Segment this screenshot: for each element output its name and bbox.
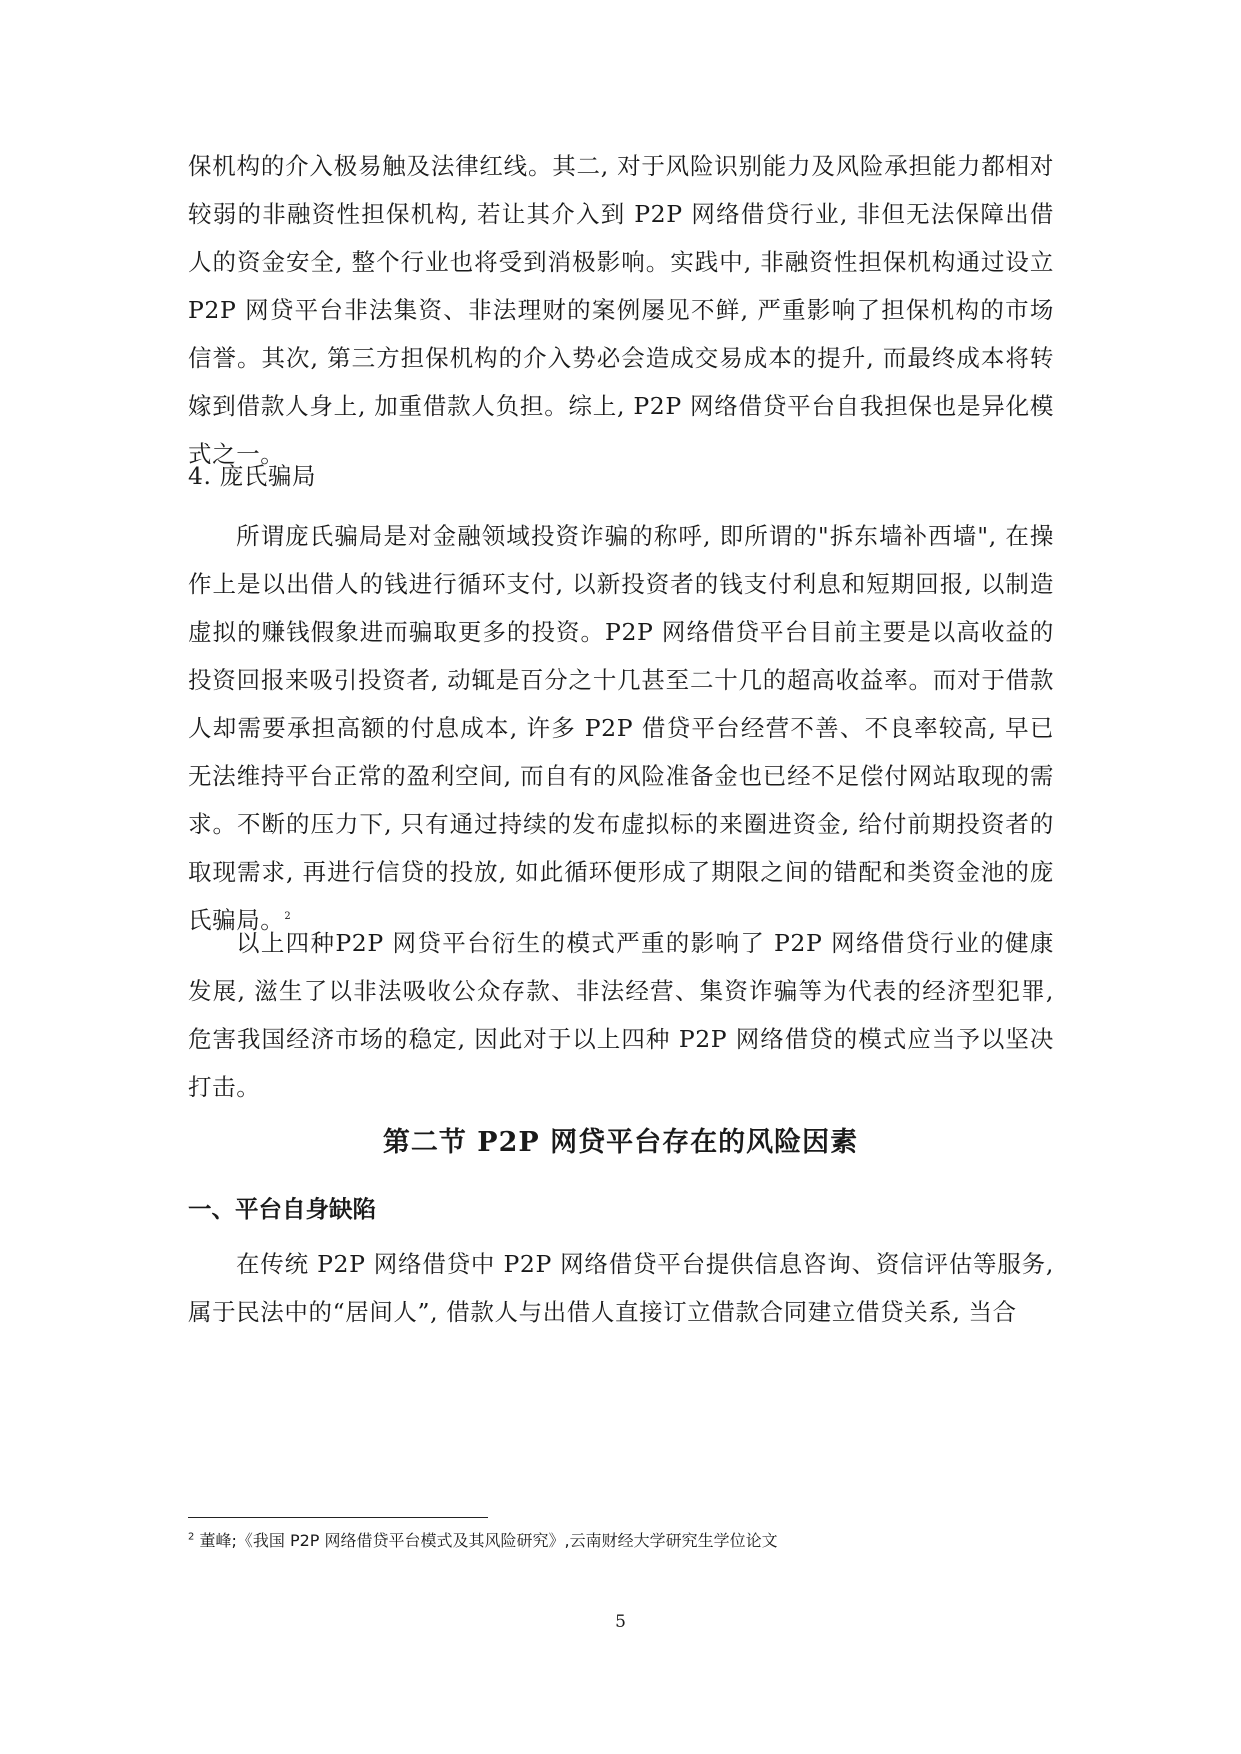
item-heading-ponzi: 4. 庞氏骗局 <box>188 462 317 490</box>
paragraph-ponzi-text: 所谓庞氏骗局是对金融领域投资诈骗的称呼, 即所谓的"拆东墙补西墙", 在操作上是以出借人的钱进行循环支付, 以新投资者的钱支付利息和短期回报, 以制造虚拟的赚钱假象进而骗取更多的投资。P2P 网络借贷平台目前主要是以高收益的投资回报来吸引投资者, 动辄是百分之十几甚至二十几的超高收益率。而对于借款人却需要承担高额的付息成本, 许多 P2P 借贷平台经营不善、不良率较高, 早已无法维持平台正常的盈利空间, 而自有的风险准备金也已经不足偿付网站取现的需求。不断的压力下, 只有通过持续的发布虚拟标的来圈进资金, 给付前期投资者的取现需求, 再进行信贷的投放, 如此循环便形成了期限之间的错配和类资金池的庞氏骗局。 <box>188 522 1054 934</box>
paragraph-ponzi-scheme <box>188 512 1054 944</box>
paragraph-summary: 以上四种P2P 网贷平台衍生的模式严重的影响了 P2P 网络借贷行业的健康发展, 滋生了以非法吸收公众存款、非法经营、集资诈骗等为代表的经济型犯罪, 危害我国经济市场的稳定, 因此对于以上四种 P2P 网络借贷的模式应当予以坚决打击。 <box>188 929 1054 1101</box>
paragraph-platform-defects: 在传统 P2P 网络借贷中 P2P 网络借贷平台提供信息咨询、资信评估等服务, 属于民法中的“居间人”, 借款人与出借人直接订立借款合同建立借贷关系, 当合 <box>188 1250 1054 1326</box>
footnote-reference: 2 <box>284 911 292 923</box>
footnote-text: 董峰;《我国 P2P 网络借贷平台模式及其风险研究》,云南财经大学研究生学位论文 <box>199 1531 778 1550</box>
footnote <box>188 1528 778 1551</box>
subsection-heading: 一、平台自身缺陷 <box>188 1195 376 1223</box>
paragraph-guarantee-risk: 保机构的介入极易触及法律红线。其二, 对于风险识别能力及风险承担能力都相对较弱的非融资性担保机构, 若让其介入到 P2P 网络借贷行业, 非但无法保障出借人的资金安全, 整个行业也将受到消极影响。实践中, 非融资性担保机构通过设立 P2P 网贷平台非法集资、非法理财的案例屡见不鲜, 严重影响了担保机构的市场信誉。其次, 第三方担保机构的介入势必会造成交易成本的提升, 而最终成本将转嫁到借款人身上, 加重借款人负担。综上, P2P 网络借贷平台自我担保也是异化模式之一。 <box>188 152 1054 468</box>
footnote-number: 2 <box>188 1531 195 1543</box>
section-heading: 第二节 P2P 网贷平台存在的风险因素 <box>382 1127 859 1158</box>
page-number: 5 <box>615 1612 626 1632</box>
footnote-divider <box>188 1517 488 1518</box>
